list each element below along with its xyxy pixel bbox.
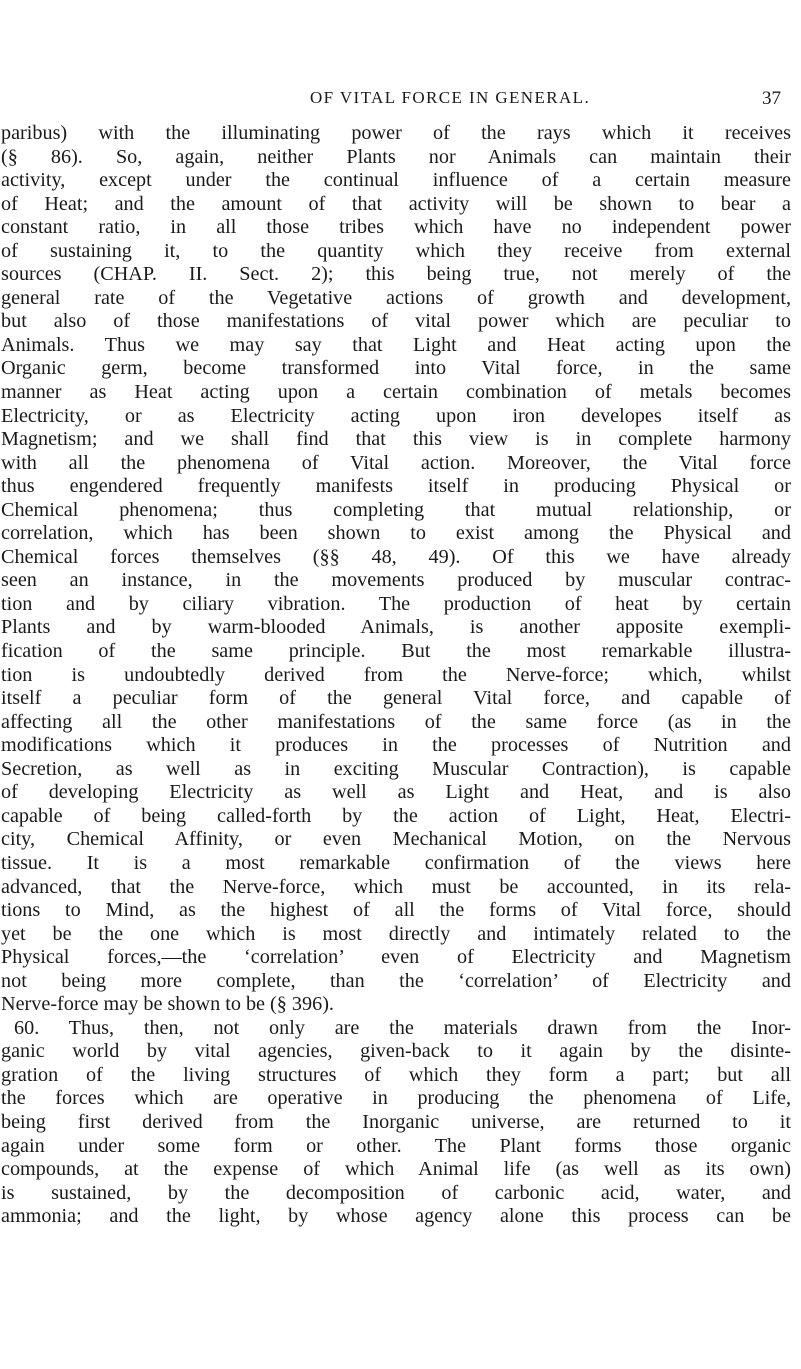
text-line: Physical forces,—the ‘correlation’ even of Electricity and Magnetism <box>1 946 791 969</box>
text-line: tissue. It is a most remarkable confirmation of the views here <box>1 851 791 874</box>
text-line: Secretion, as well as in exciting Muscular Contraction), is capable <box>1 757 791 780</box>
text-line: city, Chemical Affinity, or even Mechanical Motion, on the Nervous <box>1 828 791 851</box>
text-line: the forces which are operative in producing the phenomena of Life, <box>1 1087 791 1110</box>
text-line: capable of being called-forth by the action of Light, Heat, Electri- <box>1 804 791 827</box>
text-line: ganic world by vital agencies, given-back to it again by the disinte- <box>1 1040 791 1063</box>
running-head <box>0 88 801 114</box>
section-start-line: 60. Thus, then, not only are the materials drawn from the Inor- <box>14 1016 791 1039</box>
text-line: Plants and by warm-blooded Animals, is another apposite exempli- <box>1 616 791 639</box>
text-line: correlation, which has been shown to exist among the Physical and <box>1 522 791 545</box>
text-line: activity, except under the continual influence of a certain measure <box>1 169 791 192</box>
text-line: tions to Mind, as the highest of all the forms of Vital force, should <box>1 899 791 922</box>
text-line: tion is undoubtedly derived from the Nerve-force; which, whilst <box>1 663 791 686</box>
text-line: sources (CHAP. II. Sect. 2); this being true, not merely of the <box>1 263 791 286</box>
text-line: with all the phenomena of Vital action. Moreover, the Vital force <box>1 451 791 474</box>
text-line: general rate of the Vegetative actions of growth and development, <box>1 286 791 309</box>
text-line: Magnetism; and we shall find that this view is in complete harmony <box>1 428 791 451</box>
text-line: paribus) with the illuminating power of the rays which it receives <box>1 122 791 144</box>
text-line: being first derived from the Inorganic universe, are returned to it <box>1 1110 791 1133</box>
text-line: is sustained, by the decomposition of carbonic acid, water, and <box>1 1181 791 1204</box>
text-line: again under some form or other. The Plant forms those organic <box>1 1134 791 1157</box>
text-line: constant ratio, in all those tribes which have no independent power <box>1 216 791 239</box>
text-line: Organic germ, become transformed into Vital force, in the same <box>1 357 791 380</box>
paragraph-end-line: Nerve-force may be shown to be (§ 396). <box>1 993 334 1016</box>
text-line: Electricity, or as Electricity acting upon iron developes itself as <box>1 404 791 427</box>
text-line: Chemical forces themselves (§§ 48, 49). Of this we have already <box>1 545 791 568</box>
text-line: Animals. Thus we may say that Light and Heat acting upon the <box>1 333 791 356</box>
text-line: Chemical phenomena; thus completing that mutual relationship, or <box>1 498 791 521</box>
body-text <box>0 122 801 1229</box>
page-number: 37 <box>762 88 781 109</box>
text-line: of sustaining it, to the quantity which they receive from external <box>1 239 791 262</box>
text-line: gration of the living structures of which they form a part; but all <box>1 1063 791 1086</box>
text-line: of Heat; and the amount of that activity will be shown to bear a <box>1 192 791 215</box>
text-line: seen an instance, in the movements produced by muscular contrac- <box>1 569 791 592</box>
running-title: OF VITAL FORCE IN GENERAL. <box>310 88 591 107</box>
text-line: tion and by ciliary vibration. The production of heat by certain <box>1 592 791 615</box>
text-line: but also of those manifestations of vital power which are peculiar to <box>1 310 791 333</box>
text-line: itself a peculiar form of the general Vital force, and capable of <box>1 687 791 710</box>
text-line: compounds, at the expense of which Animal life (as well as its own) <box>1 1158 791 1181</box>
text-line: modifications which it produces in the processes of Nutrition and <box>1 734 791 757</box>
text-line: fication of the same principle. But the most remarkable illustra- <box>1 640 791 663</box>
text-line: (§ 86). So, again, neither Plants nor Animals can maintain their <box>1 145 791 168</box>
text-line: yet be the one which is most directly and intimately related to the <box>1 922 791 945</box>
text-line: advanced, that the Nerve-force, which must be accounted, in its rela- <box>1 875 791 898</box>
text-line: of developing Electricity as well as Light and Heat, and is also <box>1 781 791 804</box>
text-line: not being more complete, than the ‘correlation’ of Electricity and <box>1 969 791 992</box>
text-line: affecting all the other manifestations of the same force (as in the <box>1 710 791 733</box>
text-line: manner as Heat acting upon a certain combination of metals becomes <box>1 381 791 404</box>
text-line: ammonia; and the light, by whose agency alone this process can be <box>1 1205 791 1228</box>
text-line: thus engendered frequently manifests itself in producing Physical or <box>1 475 791 498</box>
